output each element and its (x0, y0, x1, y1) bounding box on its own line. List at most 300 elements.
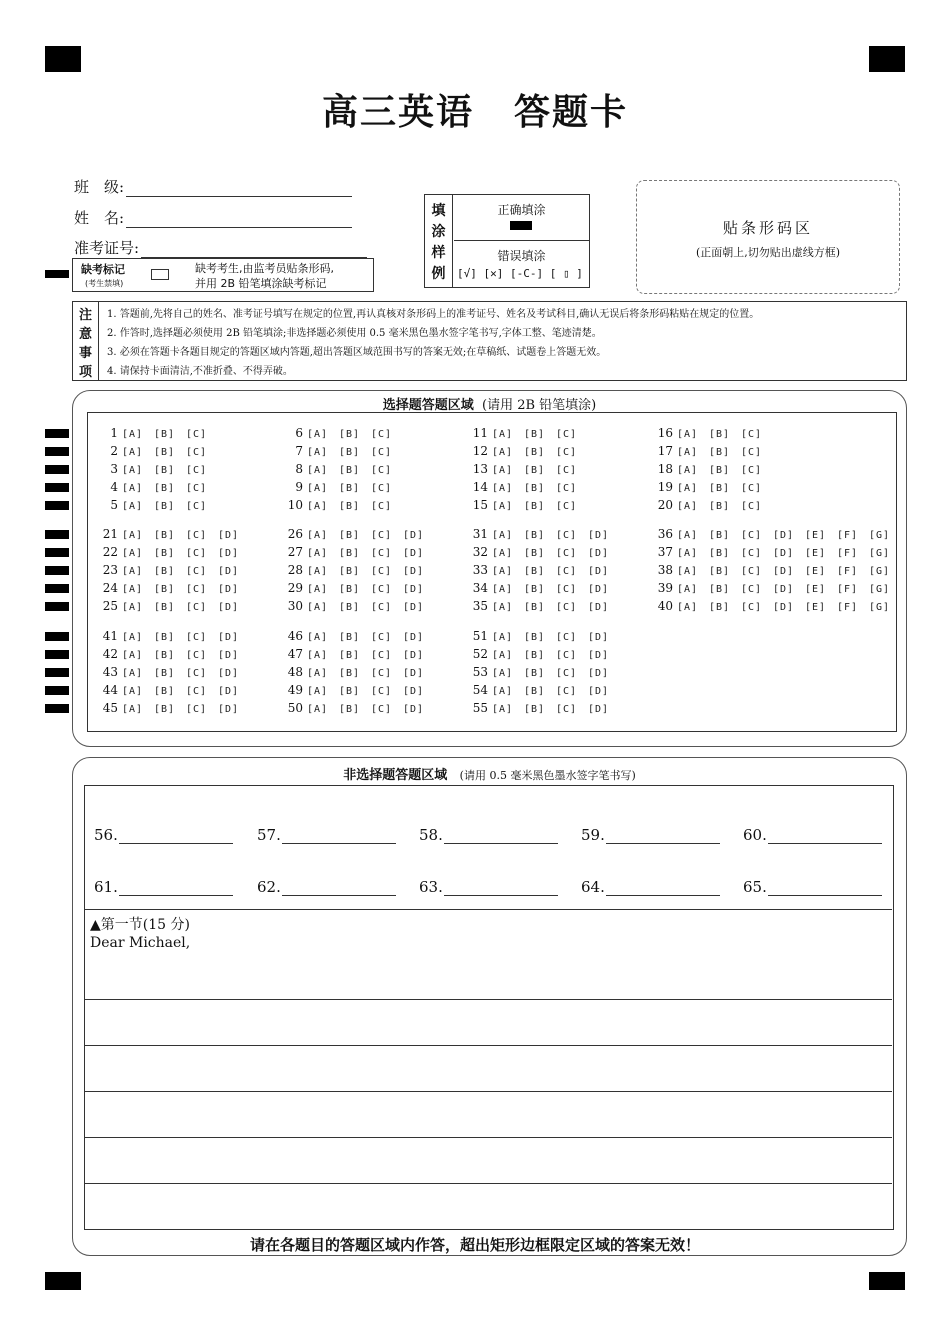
question-14 (466, 480, 588, 494)
writing-line[interactable] (84, 1091, 892, 1092)
answer-bubble[interactable]: [A] (492, 650, 514, 661)
answer-bubble[interactable]: [A] (677, 548, 699, 559)
answer-bubble[interactable]: [A] (492, 429, 514, 440)
answer-bubble[interactable]: [B] (524, 530, 546, 541)
answer-bubble[interactable]: [C] (371, 566, 393, 577)
sample-side-4: 例 (431, 265, 446, 282)
answer-bubble[interactable]: [E] (805, 530, 827, 541)
answer-bubble[interactable]: [A] (492, 548, 514, 559)
answer-bubble[interactable]: [A] (677, 447, 699, 458)
question-30 (281, 599, 435, 613)
answer-bubble[interactable]: [A] (677, 429, 699, 440)
answer-bubble[interactable]: [A] (122, 501, 144, 512)
question-number: 16 (657, 426, 673, 440)
answer-bubble[interactable]: [A] (492, 566, 514, 577)
sample-side-1: 填 (431, 202, 446, 219)
answer-bubble[interactable]: [B] (524, 650, 546, 661)
answer-bubble[interactable]: [A] (492, 530, 514, 541)
answer-bubble[interactable]: [A] (122, 704, 144, 715)
question-number: 36 (657, 527, 673, 541)
answer-bubble[interactable]: [E] (805, 566, 827, 577)
answer-bubble[interactable]: [B] (524, 668, 546, 679)
answer-bubble[interactable]: [E] (805, 548, 827, 559)
answer-bubble[interactable]: [D] (403, 548, 425, 559)
answer-bubble[interactable]: [B] (709, 447, 731, 458)
question-26 (281, 527, 435, 541)
answer-bubble[interactable]: [B] (339, 602, 361, 613)
answer-bubble[interactable]: [D] (218, 548, 240, 559)
blank-line[interactable] (768, 879, 882, 896)
blank-line[interactable] (606, 827, 720, 844)
question-number: 26 (287, 527, 303, 541)
answer-bubble[interactable]: [A] (122, 483, 144, 494)
blank-line[interactable] (768, 827, 882, 844)
answer-bubble[interactable]: [C] (556, 686, 578, 697)
answer-bubble[interactable]: [B] (524, 501, 546, 512)
answer-bubble[interactable]: [A] (677, 530, 699, 541)
question-2 (96, 444, 218, 458)
timing-mark (45, 447, 69, 456)
answer-bubble[interactable]: [A] (307, 483, 329, 494)
answer-bubble[interactable]: [F] (837, 566, 859, 577)
name-field[interactable] (74, 207, 352, 228)
question-number: 45 (102, 701, 118, 715)
answer-bubble[interactable]: [A] (307, 447, 329, 458)
answer-bubble[interactable]: [D] (218, 584, 240, 595)
answer-bubble[interactable]: [B] (154, 501, 176, 512)
answer-bubble[interactable]: [C] (371, 447, 393, 458)
answer-bubble[interactable]: [B] (339, 530, 361, 541)
question-number: 40 (657, 599, 673, 613)
blank-57[interactable] (257, 826, 396, 844)
answer-bubble[interactable]: [D] (218, 602, 240, 613)
answer-bubble[interactable]: [D] (588, 530, 610, 541)
timing-mark (45, 270, 69, 278)
question-5 (96, 498, 218, 512)
answer-bubble[interactable]: [D] (403, 704, 425, 715)
answer-bubble[interactable]: [A] (677, 483, 699, 494)
choice-section-title (73, 394, 906, 413)
answer-bubble[interactable]: [C] (371, 632, 393, 643)
answer-bubble[interactable]: [B] (154, 650, 176, 661)
answer-bubble[interactable]: [D] (588, 668, 610, 679)
blank-number: 60. (743, 826, 767, 844)
answer-bubble[interactable]: [D] (588, 704, 610, 715)
answer-bubble[interactable]: [B] (154, 566, 176, 577)
answer-bubble[interactable]: [C] (556, 483, 578, 494)
answer-bubble[interactable]: [A] (307, 530, 329, 541)
answer-bubble[interactable]: [A] (492, 447, 514, 458)
answer-bubble[interactable]: [B] (524, 429, 546, 440)
answer-bubble[interactable]: [B] (524, 632, 546, 643)
answer-bubble[interactable]: [B] (339, 704, 361, 715)
exam-no-field[interactable] (74, 237, 367, 258)
answer-bubble[interactable]: [D] (403, 584, 425, 595)
answer-bubble[interactable]: [A] (122, 686, 144, 697)
answer-bubble[interactable]: [C] (741, 501, 763, 512)
answer-bubble[interactable]: [G] (869, 602, 891, 613)
answer-bubble[interactable]: [C] (556, 668, 578, 679)
answer-bubble[interactable]: [F] (837, 602, 859, 613)
answer-bubble[interactable]: [C] (186, 548, 208, 559)
answer-bubble[interactable]: [B] (524, 447, 546, 458)
answer-bubble[interactable]: [D] (218, 650, 240, 661)
note-item-1: 1. 答题前,先将自己的姓名、准考证号填写在规定的位置,再认真核对条形码上的准考证号、姓名及考试科目,确认无误后将条形码粘贴在规定的位置。 (107, 309, 760, 320)
answer-bubble[interactable]: [B] (154, 483, 176, 494)
answer-bubble[interactable]: [C] (556, 704, 578, 715)
answer-bubble[interactable]: [C] (186, 465, 208, 476)
answer-bubble[interactable]: [D] (403, 602, 425, 613)
answer-bubble[interactable]: [A] (122, 465, 144, 476)
answer-bubble[interactable]: [C] (186, 447, 208, 458)
absent-instructions (195, 261, 371, 291)
answer-bubble[interactable]: [D] (588, 650, 610, 661)
answer-bubble[interactable]: [B] (709, 548, 731, 559)
name-line[interactable] (126, 211, 352, 228)
blank-62[interactable] (257, 878, 396, 896)
answer-bubble[interactable]: [D] (588, 602, 610, 613)
answer-bubble[interactable]: [A] (492, 584, 514, 595)
blank-58[interactable] (419, 826, 558, 844)
note-item-3: 3. 必须在答题卡各题目规定的答题区域内答题,超出答题区域范围书写的答案无效;在草稿纸、试题卷上答题无效。 (107, 347, 607, 358)
answer-bubble[interactable]: [A] (677, 584, 699, 595)
answer-bubble[interactable]: [A] (307, 584, 329, 595)
answer-bubble[interactable]: [D] (403, 650, 425, 661)
answer-bubble[interactable]: [F] (837, 584, 859, 595)
answer-bubble[interactable]: [B] (154, 602, 176, 613)
answer-bubble[interactable]: [C] (186, 429, 208, 440)
answer-bubble[interactable]: [E] (805, 584, 827, 595)
answer-bubble[interactable]: [B] (154, 429, 176, 440)
answer-bubble[interactable]: [C] (371, 704, 393, 715)
answer-bubble[interactable]: [C] (186, 584, 208, 595)
question-number: 9 (295, 480, 303, 494)
answer-bubble[interactable]: [C] (186, 650, 208, 661)
answer-bubble[interactable]: [A] (122, 650, 144, 661)
answer-bubble[interactable]: [B] (524, 566, 546, 577)
answer-bubble[interactable]: [A] (307, 686, 329, 697)
answer-bubble[interactable]: [B] (524, 704, 546, 715)
exam-no-line[interactable] (141, 241, 367, 258)
answer-bubble[interactable]: [C] (741, 602, 763, 613)
question-44 (96, 683, 250, 697)
answer-bubble[interactable]: [B] (154, 632, 176, 643)
answer-bubble[interactable]: [C] (741, 483, 763, 494)
name-label: 姓 名: (74, 209, 125, 227)
answer-bubble[interactable]: [A] (677, 465, 699, 476)
answer-bubble[interactable]: [B] (709, 501, 731, 512)
answer-bubble[interactable]: [B] (339, 668, 361, 679)
question-52 (466, 647, 620, 661)
answer-bubble[interactable]: [C] (556, 650, 578, 661)
question-number: 8 (295, 462, 303, 476)
timing-mark (45, 548, 69, 557)
blank-64[interactable] (581, 878, 720, 896)
blank-line[interactable] (119, 879, 233, 896)
answer-bubble[interactable]: [B] (524, 548, 546, 559)
blank-60[interactable] (743, 826, 882, 844)
question-number: 34 (472, 581, 488, 595)
answer-bubble[interactable]: [F] (837, 530, 859, 541)
question-number: 1 (110, 426, 118, 440)
answer-bubble[interactable]: [E] (805, 602, 827, 613)
answer-bubble[interactable]: [C] (186, 483, 208, 494)
answer-bubble[interactable]: [F] (837, 548, 859, 559)
answer-bubble[interactable]: [C] (741, 465, 763, 476)
blank-59[interactable] (581, 826, 720, 844)
answer-bubble[interactable]: [A] (307, 668, 329, 679)
answer-bubble[interactable]: [C] (741, 566, 763, 577)
answer-bubble[interactable]: [A] (122, 447, 144, 458)
writing-line[interactable] (84, 1045, 892, 1046)
answer-bubble[interactable]: [C] (186, 704, 208, 715)
answer-bubble[interactable]: [C] (741, 548, 763, 559)
answer-bubble[interactable]: [C] (371, 668, 393, 679)
answer-bubble[interactable]: [B] (339, 548, 361, 559)
answer-bubble[interactable]: [C] (371, 501, 393, 512)
sample-side-2: 涂 (431, 223, 446, 240)
answer-bubble[interactable]: [B] (339, 686, 361, 697)
answer-bubble[interactable]: [B] (339, 465, 361, 476)
answer-bubble[interactable]: [C] (556, 501, 578, 512)
answer-bubble[interactable]: [D] (218, 668, 240, 679)
blank-line[interactable] (282, 827, 396, 844)
answer-bubble[interactable]: [B] (339, 650, 361, 661)
blank-65[interactable] (743, 878, 882, 896)
answer-bubble[interactable]: [A] (122, 566, 144, 577)
answer-bubble[interactable]: [B] (339, 501, 361, 512)
question-38 (651, 563, 901, 577)
answer-bubble[interactable]: [C] (186, 686, 208, 697)
answer-bubble[interactable]: [G] (869, 548, 891, 559)
notes-side-3: 事 (78, 346, 92, 361)
answer-bubble[interactable]: [C] (371, 465, 393, 476)
answer-bubble[interactable]: [G] (869, 530, 891, 541)
answer-bubble[interactable]: [A] (307, 429, 329, 440)
question-number: 33 (472, 563, 488, 577)
answer-bubble[interactable]: [A] (122, 602, 144, 613)
answer-bubble[interactable]: [C] (371, 548, 393, 559)
answer-bubble[interactable]: [B] (154, 686, 176, 697)
blank-line[interactable] (606, 879, 720, 896)
question-45 (96, 701, 250, 715)
question-18 (651, 462, 773, 476)
answer-bubble[interactable]: [B] (154, 465, 176, 476)
question-number: 19 (657, 480, 673, 494)
answer-bubble[interactable]: [D] (773, 584, 795, 595)
answer-bubble[interactable]: [C] (371, 602, 393, 613)
blank-63[interactable] (419, 878, 558, 896)
timing-mark (45, 429, 69, 438)
class-field[interactable] (74, 176, 352, 197)
question-number: 43 (102, 665, 118, 679)
nonchoice-answer-area (84, 785, 894, 1230)
answer-bubble[interactable]: [C] (556, 530, 578, 541)
answer-bubble[interactable]: [C] (556, 429, 578, 440)
answer-bubble[interactable]: [A] (492, 668, 514, 679)
answer-bubble[interactable]: [A] (122, 429, 144, 440)
answer-bubble[interactable]: [D] (403, 566, 425, 577)
answer-bubble[interactable]: [D] (403, 668, 425, 679)
answer-bubble[interactable]: [A] (677, 602, 699, 613)
answer-bubble[interactable]: [A] (492, 501, 514, 512)
barcode-note: (正面朝上,切勿贴出虚线方框) (695, 246, 841, 259)
answer-bubble[interactable]: [C] (556, 584, 578, 595)
answer-bubble[interactable]: [D] (403, 632, 425, 643)
answer-bubble[interactable]: [B] (154, 548, 176, 559)
answer-bubble[interactable]: [D] (218, 686, 240, 697)
answer-bubble[interactable]: [B] (154, 668, 176, 679)
answer-bubble[interactable]: [C] (741, 584, 763, 595)
answer-bubble[interactable]: [B] (524, 465, 546, 476)
answer-bubble[interactable]: [D] (588, 584, 610, 595)
answer-bubble[interactable]: [A] (492, 465, 514, 476)
answer-bubble[interactable]: [C] (186, 530, 208, 541)
answer-bubble[interactable]: [C] (741, 530, 763, 541)
blank-line[interactable] (282, 879, 396, 896)
blank-line[interactable] (444, 827, 558, 844)
question-28 (281, 563, 435, 577)
answer-bubble[interactable]: [C] (186, 602, 208, 613)
answer-bubble[interactable]: [B] (524, 686, 546, 697)
absent-checkbox[interactable] (151, 269, 169, 280)
answer-bubble[interactable]: [D] (588, 548, 610, 559)
answer-bubble[interactable]: [C] (186, 501, 208, 512)
answer-bubble[interactable]: [D] (218, 704, 240, 715)
answer-bubble[interactable]: [B] (339, 429, 361, 440)
answer-bubble[interactable]: [D] (588, 566, 610, 577)
blank-line[interactable] (444, 879, 558, 896)
answer-bubble[interactable]: [C] (556, 548, 578, 559)
class-line[interactable] (126, 180, 352, 197)
answer-bubble[interactable]: [A] (122, 668, 144, 679)
answer-bubble[interactable]: [B] (709, 483, 731, 494)
answer-bubble[interactable]: [B] (709, 465, 731, 476)
blank-line[interactable] (119, 827, 233, 844)
answer-bubble[interactable]: [B] (339, 483, 361, 494)
answer-bubble[interactable]: [B] (524, 584, 546, 595)
answer-bubble[interactable]: [G] (869, 584, 891, 595)
answer-bubble[interactable]: [D] (218, 566, 240, 577)
question-46 (281, 629, 435, 643)
answer-bubble[interactable]: [C] (371, 686, 393, 697)
exam-no-label: 准考证号: (74, 239, 140, 257)
question-number: 31 (472, 527, 488, 541)
answer-bubble[interactable]: [A] (122, 530, 144, 541)
answer-bubble[interactable]: [C] (186, 566, 208, 577)
answer-bubble[interactable]: [D] (773, 530, 795, 541)
answer-bubble[interactable]: [C] (186, 668, 208, 679)
answer-bubble[interactable]: [A] (307, 602, 329, 613)
answer-bubble[interactable]: [A] (307, 548, 329, 559)
answer-bubble[interactable]: [D] (403, 686, 425, 697)
answer-bubble[interactable]: [C] (556, 602, 578, 613)
question-number: 47 (287, 647, 303, 661)
answer-bubble[interactable]: [D] (773, 566, 795, 577)
blank-61[interactable] (94, 878, 233, 896)
answer-bubble[interactable]: [A] (307, 501, 329, 512)
answer-bubble[interactable]: [D] (218, 632, 240, 643)
writing-line[interactable] (84, 1137, 892, 1138)
answer-bubble[interactable]: [C] (741, 429, 763, 440)
answer-bubble[interactable]: [G] (869, 566, 891, 577)
answer-bubble[interactable]: [C] (371, 429, 393, 440)
answer-bubble[interactable]: [D] (588, 632, 610, 643)
answer-bubble[interactable]: [B] (709, 530, 731, 541)
answer-bubble[interactable]: [A] (677, 501, 699, 512)
corner-mark-top-left (45, 46, 81, 72)
answer-bubble[interactable]: [A] (307, 465, 329, 476)
answer-bubble[interactable]: [C] (556, 566, 578, 577)
question-22 (96, 545, 250, 559)
answer-bubble[interactable]: [D] (588, 686, 610, 697)
answer-bubble[interactable]: [A] (492, 483, 514, 494)
answer-bubble[interactable]: [A] (307, 650, 329, 661)
answer-bubble[interactable]: [B] (154, 447, 176, 458)
timing-mark (45, 566, 69, 575)
answer-bubble[interactable]: [C] (556, 632, 578, 643)
answer-bubble[interactable]: [A] (492, 704, 514, 715)
question-50 (281, 701, 435, 715)
answer-bubble[interactable]: [B] (154, 584, 176, 595)
answer-bubble[interactable]: [B] (154, 530, 176, 541)
answer-bubble[interactable]: [C] (556, 447, 578, 458)
answer-bubble[interactable]: [C] (371, 483, 393, 494)
blank-56[interactable] (94, 826, 233, 844)
answer-bubble[interactable]: [C] (186, 632, 208, 643)
answer-bubble[interactable]: [A] (492, 632, 514, 643)
answer-bubble[interactable]: [D] (403, 530, 425, 541)
answer-bubble[interactable]: [C] (741, 447, 763, 458)
answer-bubble[interactable]: [B] (339, 566, 361, 577)
answer-bubble[interactable]: [B] (339, 632, 361, 643)
answer-bubble[interactable]: [A] (122, 548, 144, 559)
answer-bubble[interactable]: [B] (154, 704, 176, 715)
answer-bubble[interactable]: [D] (218, 530, 240, 541)
question-number: 51 (472, 629, 488, 643)
answer-bubble[interactable]: [D] (773, 548, 795, 559)
answer-bubble[interactable]: [C] (371, 584, 393, 595)
answer-bubble[interactable]: [B] (709, 429, 731, 440)
answer-bubble[interactable]: [A] (677, 566, 699, 577)
answer-bubble[interactable]: [C] (556, 465, 578, 476)
answer-bubble[interactable]: [A] (492, 686, 514, 697)
answer-bubble[interactable]: [D] (773, 602, 795, 613)
answer-bubble[interactable]: [A] (307, 632, 329, 643)
answer-bubble[interactable]: [A] (122, 584, 144, 595)
barcode-title: 贴条形码区 (722, 219, 813, 237)
question-8 (281, 462, 403, 476)
answer-bubble[interactable]: [A] (307, 566, 329, 577)
writing-line[interactable] (84, 999, 892, 1000)
answer-bubble[interactable]: [B] (339, 584, 361, 595)
answer-bubble[interactable]: [B] (709, 602, 731, 613)
answer-bubble[interactable]: [B] (709, 566, 731, 577)
writing-line[interactable] (84, 1183, 892, 1184)
answer-bubble[interactable]: [B] (524, 483, 546, 494)
essay-title: ▲第一节(15 分) (90, 917, 190, 933)
answer-bubble[interactable]: [B] (524, 602, 546, 613)
answer-bubble[interactable]: [A] (307, 704, 329, 715)
title-subject: 高三英语 (321, 92, 474, 133)
answer-bubble[interactable]: [B] (709, 584, 731, 595)
question-number: 10 (287, 498, 303, 512)
answer-bubble[interactable]: [C] (371, 530, 393, 541)
answer-bubble[interactable]: [A] (122, 632, 144, 643)
answer-bubble[interactable]: [B] (339, 447, 361, 458)
answer-bubble[interactable]: [C] (371, 650, 393, 661)
answer-bubble[interactable]: [A] (492, 602, 514, 613)
